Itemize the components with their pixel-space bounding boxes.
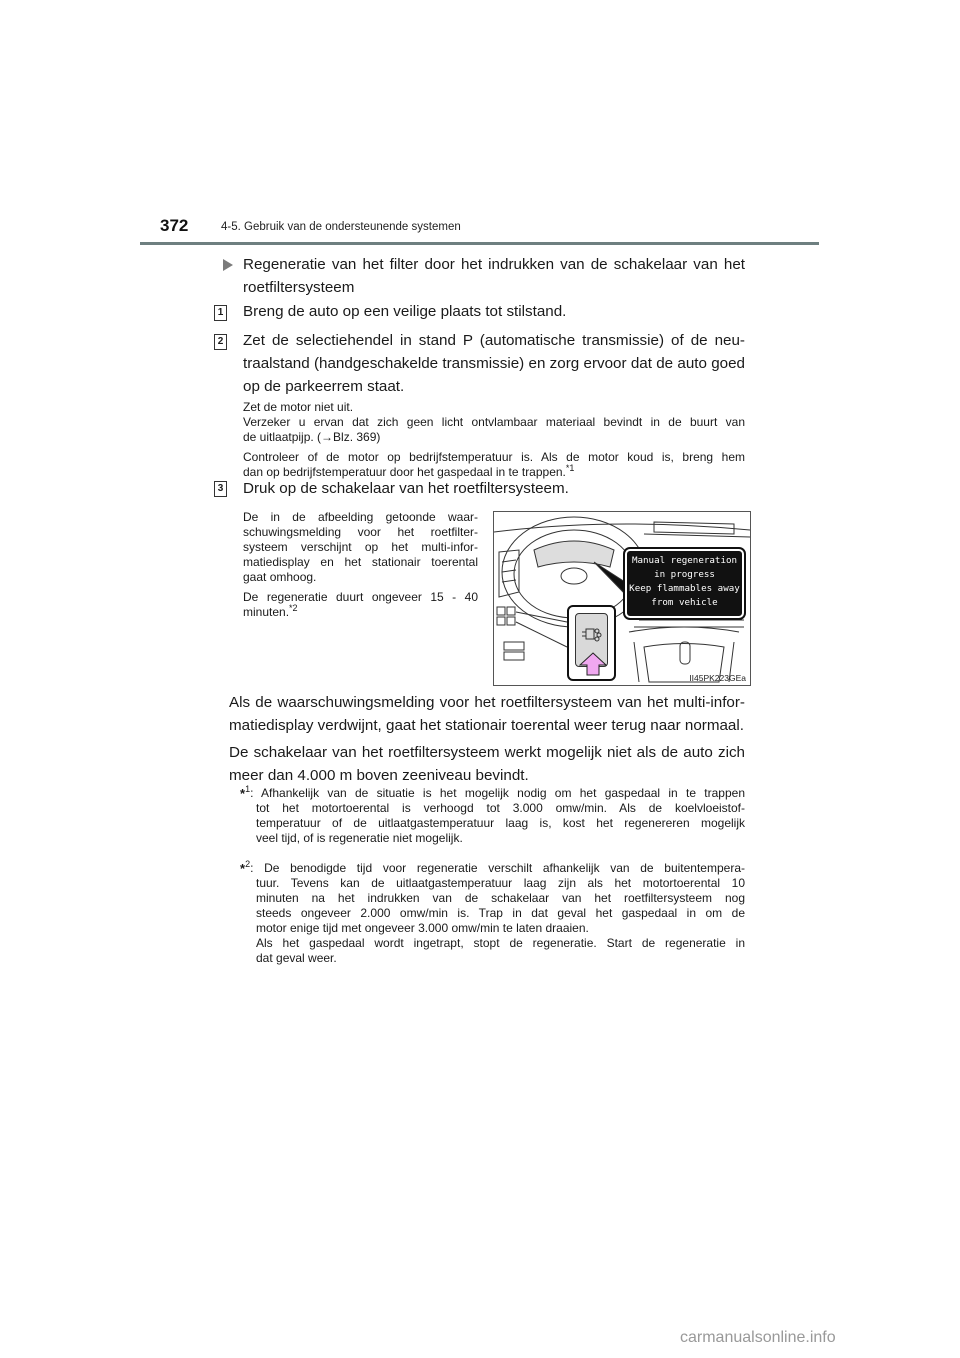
paragraph-altitude: De schakelaar van het roetfiltersysteem werkt mogelijk niet als de auto zich meer dan 4.000 m boven zeeniveau bevindt. — [229, 744, 745, 784]
footnote-2: *$^2$: De benodigde tijd voor regeneratie verschilt afhankelijk van de buitentempera- tuur. Tevens kan de uitlaatgastemperatuur laag zijn als het motortoerental 10 minuten na het indrukken van de schakelaar van het roetfiltersysteem nog steeds ongeveer 2.000 omw/min is. Trap in dat geval het gaspedaal in om de motor enige tijd met ongeveer 3.000 omw/min te laten draaien. Als het gaspedaal wordt ingetrapt, stopt de regeneratie. Start de regeneratie in dat geval weer. — [240, 859, 745, 965]
section-title: 4-5. Gebruik van de ondersteunende systemen — [221, 221, 461, 233]
header-divider — [140, 242, 819, 245]
triangle-bullet-icon — [223, 259, 233, 271]
watermark-link[interactable]: carmanualsonline.info — [680, 1329, 836, 1346]
section-heading: Regeneratie van het filter door het indrukken van de schakelaar van het roetfiltersysteem — [243, 256, 745, 296]
footnote-ref-1[interactable]: *1 — [565, 463, 575, 473]
figure-code: II45PK223GEa — [689, 673, 746, 683]
step-number-3: 3 — [214, 481, 227, 497]
paragraph-warning-disappears: Als de waarschuwingsmelding voor het roetfiltersysteem van het multi-infor- matiedisplay verdwijnt, gaat het stationair toerental weer terug naar normaal. — [229, 694, 745, 734]
warning-message-display: Manual regeneration in progress Keep flammables away from vehicle — [625, 549, 744, 618]
dpf-switch-callout — [567, 605, 616, 681]
page-number: 372 — [160, 216, 189, 235]
step-1-text: Breng de auto op een veilige plaats tot stilstand. — [243, 303, 567, 320]
dashboard-illustration — [493, 511, 751, 686]
step-2-notes: Zet de motor niet uit. Verzeker u ervan dat zich geen licht ontvlambaar materiaal bevindt in de buurt van de uitlaatpijp. (→Blz. 369) Controleer of de motor op bedrijfstemperatuur is. Als de motor koud is, breng hem dan op bedrijfstemperatuur door het gaspedaal in te trappen.$^{*1}$ — [243, 400, 745, 479]
footnote-ref-2[interactable]: *2 — [289, 603, 298, 613]
step-2-text: Zet de selectiehendel in stand P (automatische transmissie) of de neu- traalstand (handgeschakelde transmissie) en zorg ervoor dat de auto goed op de parkeerrem staat. — [243, 332, 745, 395]
step-number-1: 1 — [214, 305, 227, 321]
step-3-text: Druk op de schakelaar van het roetfiltersysteem. — [243, 480, 569, 497]
step-number-2: 2 — [214, 334, 227, 350]
step-3-explanation: De in de afbeelding getoonde waar- schuwingsmelding voor het roetfilter- systeem verschijnt op het multi-infor- matiedisplay en het stationair toerental gaat omhoog. De regeneratie duurt ongeveer 15 - 40 minuten.$^{*2}$ — [243, 510, 478, 619]
press-arrow-icon — [579, 652, 607, 676]
footnote-1: *$^1$: Afhankelijk van de situatie is het mogelijk nodig om het gaspedaal in te trappen tot het motortoerental is verhoogd tot 3.000 omw/min. Als de koelvloeistof- temperatuur of de uitlaatgastemperatuur laag is, kost het regenereren mogelijk veel tijd, of is regeneratie niet mogelijk. — [240, 784, 745, 845]
